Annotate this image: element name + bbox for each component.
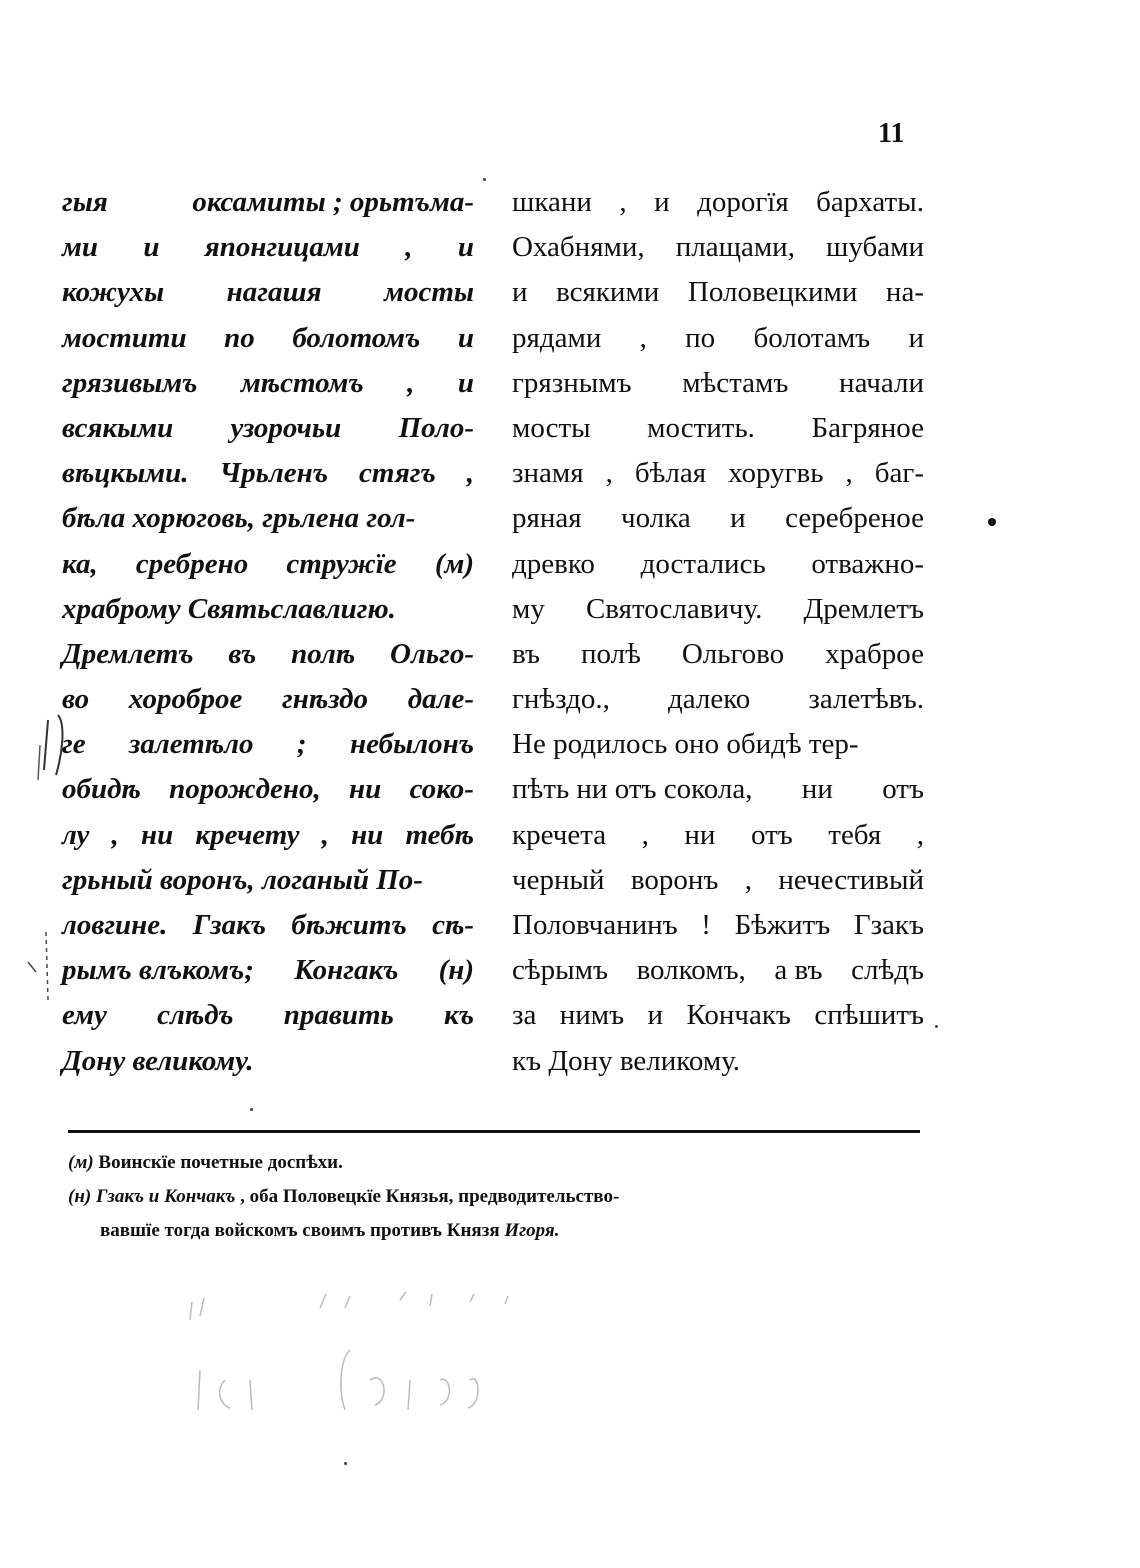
word: , — [407, 366, 415, 399]
word: бархаты. — [816, 186, 924, 218]
word: отважно- — [811, 547, 924, 580]
word: , — [605, 457, 613, 490]
word: ни — [140, 818, 174, 851]
text-line — [512, 542, 924, 587]
word: рядами — [512, 321, 602, 354]
text-line — [62, 316, 474, 361]
word: , — [405, 231, 413, 264]
word: и — [654, 186, 670, 218]
text-line — [512, 813, 924, 858]
word: нечестивый — [778, 863, 924, 896]
text-line — [62, 767, 474, 812]
text-line — [512, 1039, 924, 1084]
text-line — [62, 270, 474, 315]
word: Дремлетъ — [62, 637, 194, 670]
word: хороброе — [128, 683, 243, 716]
right-column-translation — [512, 180, 924, 1084]
word: ми — [62, 231, 98, 264]
word: по — [224, 321, 255, 354]
word: оксамиты ; орьтъма- — [192, 186, 474, 218]
text-line — [62, 1039, 474, 1084]
word: , — [639, 321, 647, 354]
word: ни — [349, 773, 382, 806]
word: ни — [801, 773, 833, 806]
word: дале- — [407, 683, 474, 716]
word: храброму Святьславлигю. — [62, 592, 396, 625]
word: ; — [296, 728, 307, 761]
text-line — [512, 632, 924, 677]
word: мѣстамъ — [682, 366, 789, 399]
text-line — [62, 451, 474, 496]
word: тебя — [828, 818, 882, 851]
word: лу — [62, 818, 90, 851]
word: Не родилось оно обидѣ тер- — [512, 728, 859, 761]
word: Гзакъ — [192, 909, 267, 941]
text-line — [62, 858, 474, 903]
faint-pencil-scribble — [170, 1280, 530, 1440]
word: ему — [62, 999, 107, 1032]
word: Ольго- — [390, 637, 474, 670]
word: Дону великому. — [62, 1044, 254, 1077]
word: ге — [62, 728, 86, 761]
word: пѣть ни отъ сокола, — [512, 773, 753, 806]
text-line — [512, 767, 924, 812]
word: древко — [512, 547, 595, 580]
word: полѣ — [291, 637, 356, 670]
word: Гзакъ — [853, 909, 924, 941]
text-line — [512, 993, 924, 1038]
text-line — [62, 587, 474, 632]
word: полѣ — [580, 637, 641, 670]
word: ка, — [62, 547, 98, 580]
word: Кончакъ — [686, 999, 791, 1032]
word: бѣлая — [634, 457, 707, 490]
word: стружїе — [286, 547, 397, 580]
word: болотомъ — [292, 321, 421, 354]
word: Святославичу. — [585, 592, 763, 625]
text-line — [62, 180, 474, 225]
word: сѣрымъ — [512, 954, 608, 987]
word: въ — [228, 637, 257, 670]
word: баг- — [874, 457, 924, 490]
word: и — [457, 366, 474, 399]
word: отъ — [750, 818, 793, 851]
footnote-mark: (н) — [68, 1186, 92, 1207]
text-line — [512, 316, 924, 361]
word: , — [111, 818, 119, 851]
word: залетѣло — [129, 728, 254, 761]
word: кречету — [195, 818, 300, 851]
text-line — [62, 903, 474, 948]
word: спѣшитъ — [814, 999, 924, 1032]
word: и — [457, 321, 474, 354]
footnote-n — [68, 1180, 928, 1214]
word: бѣжитъ — [291, 909, 407, 941]
page-number: 11 — [878, 118, 905, 149]
word: сѣ- — [432, 909, 474, 941]
word: нагашя — [226, 276, 322, 309]
word: ! — [701, 909, 711, 941]
word: дорогїя — [697, 186, 789, 218]
text-line — [512, 451, 924, 496]
text-line — [512, 225, 924, 270]
text-line — [512, 587, 924, 632]
word: и — [647, 999, 664, 1032]
word: грязивымъ — [62, 366, 198, 399]
word: серебреное — [785, 502, 924, 535]
text-line — [62, 677, 474, 722]
conjunction: и — [148, 1186, 160, 1207]
speck — [250, 1108, 253, 1111]
word: знамя — [512, 457, 584, 490]
text-line — [512, 361, 924, 406]
word: и — [730, 502, 746, 535]
footnotes — [68, 1146, 928, 1248]
word: въ — [512, 637, 540, 670]
word: , — [321, 818, 329, 851]
word: , — [845, 457, 853, 490]
text-line — [512, 180, 924, 225]
text-line — [62, 632, 474, 677]
word: залетѣвъ. — [808, 683, 924, 716]
word: гнѣздо — [282, 683, 369, 716]
word: ряная — [512, 502, 582, 535]
word: , — [619, 186, 627, 218]
word: по — [685, 321, 716, 354]
text-line — [62, 406, 474, 451]
speck — [935, 1025, 938, 1028]
word: (н) — [438, 954, 474, 987]
word: , — [466, 457, 474, 490]
word: порождено, — [169, 773, 321, 806]
word: хоругвь — [728, 457, 824, 490]
footnote-text: Воинскїе почетные доспѣхи. — [98, 1152, 343, 1173]
word: отъ — [882, 773, 924, 806]
word: стягъ — [359, 457, 436, 490]
word: къ Дону великому. — [512, 1044, 741, 1077]
word: на- — [885, 276, 924, 309]
word: за — [512, 999, 537, 1032]
word: японгицами — [204, 231, 360, 264]
word: Дремлетъ — [803, 592, 924, 625]
name-konchak: Кончакъ — [164, 1186, 236, 1207]
word: достались — [640, 547, 766, 580]
word: слѣдъ — [157, 999, 234, 1032]
word: храброе — [825, 637, 924, 670]
word: Чрьленъ — [219, 457, 329, 490]
text-line — [512, 858, 924, 903]
word: ни — [684, 818, 716, 851]
word: шубами — [826, 231, 924, 264]
word: мосты — [512, 411, 591, 444]
word: грьный воронъ, логаный По- — [62, 863, 423, 896]
word: бѣла хорюговь, грьлена гол- — [62, 502, 416, 535]
word: плащами, — [675, 231, 795, 264]
word: кречета — [512, 818, 607, 851]
word: , — [916, 818, 924, 851]
text-line — [62, 722, 474, 767]
word: мѣстомъ — [240, 366, 364, 399]
text-line — [62, 225, 474, 270]
word: рымъ влъкомъ; — [62, 954, 254, 987]
word: къ — [444, 999, 474, 1032]
word: всякими — [556, 276, 660, 309]
word: черный — [512, 863, 605, 896]
text-line — [62, 496, 474, 541]
word: узорочьи — [230, 411, 342, 444]
word: грязнымъ — [512, 366, 632, 399]
footnote-m — [68, 1146, 928, 1180]
word: Конгакъ — [294, 954, 399, 987]
word: ловгине. — [62, 909, 168, 941]
word: воронъ — [630, 863, 719, 896]
word: нимъ — [559, 999, 625, 1032]
text-line — [62, 993, 474, 1038]
left-column-old-russian — [62, 180, 474, 1084]
word: , — [744, 863, 752, 896]
word: болотамъ — [753, 321, 871, 354]
word: кожухы — [62, 276, 165, 309]
text-line — [62, 813, 474, 858]
word: тебѣ — [405, 818, 474, 851]
word: Половчанинъ — [512, 909, 678, 941]
word: (м) — [434, 547, 474, 580]
text-line — [62, 948, 474, 993]
footnote-text: вавшїе тогда войскомъ своимъ противъ Князя — [100, 1220, 500, 1241]
word: во — [62, 683, 90, 716]
word: и — [143, 231, 160, 264]
word: править — [283, 999, 394, 1032]
word: мосты — [384, 276, 474, 309]
text-line — [62, 361, 474, 406]
word: Поло- — [398, 411, 474, 444]
word: Половецкими — [687, 276, 858, 309]
word: волкомъ, — [636, 954, 746, 987]
word: обидѣ — [62, 773, 141, 806]
word: шкани — [512, 186, 592, 218]
word: соко- — [409, 773, 474, 806]
word: Багряное — [811, 411, 924, 444]
word: и — [512, 276, 528, 309]
text-line — [62, 542, 474, 587]
text-line — [512, 948, 924, 993]
word: и — [457, 231, 474, 264]
word: мостить. — [647, 411, 755, 444]
word: му — [512, 592, 545, 625]
footnote-n-continued — [68, 1214, 928, 1248]
word: чолка — [621, 502, 691, 535]
pencil-margin-marks — [18, 700, 78, 1020]
footnote-text: , оба Половецкїе Князья, предводительство- — [240, 1186, 620, 1207]
word: а въ — [774, 954, 823, 987]
name-igor: Игоря. — [504, 1220, 560, 1241]
ink-dot — [988, 518, 996, 526]
text-line — [512, 677, 924, 722]
word: всякыми — [62, 411, 174, 444]
word: гнѣздо., — [512, 683, 610, 716]
text-line — [512, 406, 924, 451]
word: Охабнями, — [512, 231, 645, 264]
word: гыя — [62, 186, 108, 218]
word: ни — [351, 818, 384, 851]
word: сребрено — [135, 547, 249, 580]
speck — [344, 1462, 347, 1465]
word: Ольгово — [681, 637, 785, 670]
word: далеко — [667, 683, 751, 716]
text-line — [512, 270, 924, 315]
speck — [483, 178, 486, 181]
word: Бѣжитъ — [734, 909, 831, 941]
text-line — [512, 722, 924, 767]
word: небылонъ — [350, 728, 474, 761]
footnote-mark: (м) — [68, 1152, 94, 1173]
word: начали — [839, 366, 924, 399]
word: , — [641, 818, 649, 851]
word: мостити — [62, 321, 187, 354]
word: вѣцкыми. — [62, 457, 189, 490]
text-line — [512, 903, 924, 948]
footnote-rule — [68, 1130, 920, 1133]
word: и — [908, 321, 924, 354]
word: слѣдъ — [851, 954, 924, 987]
text-line — [512, 496, 924, 541]
name-gzak: Гзакъ — [95, 1186, 144, 1207]
